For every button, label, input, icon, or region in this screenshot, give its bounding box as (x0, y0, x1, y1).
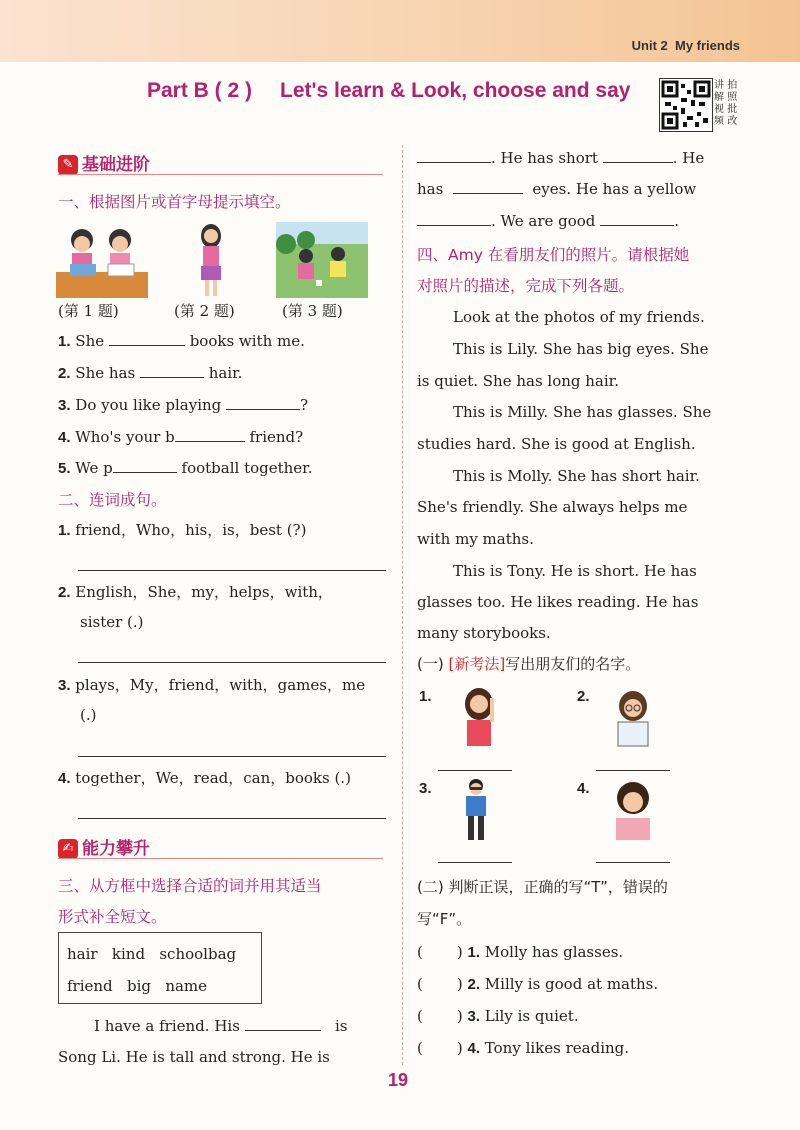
name-answer-line[interactable] (596, 862, 670, 863)
photo-num-4: 4. (577, 780, 590, 797)
word-box-row-2: friend big name (67, 977, 208, 995)
tf-item-4: ( ) 4. Tony likes reading. (417, 1039, 630, 1057)
sub2-instruction-2: 写“F”。 (417, 910, 472, 928)
reading-line-7: She's friendly. She always helps me (417, 498, 688, 516)
reading-line-3: is quiet. She has long hair. (417, 372, 619, 390)
q2-item-3: 3. plays，My，friend，with，games，me (58, 676, 366, 694)
q1-item-3: 3. Do you like playing ? (58, 396, 309, 414)
blank-field[interactable] (417, 211, 491, 226)
passage-line-4: has eyes. He has a yellow (417, 180, 697, 198)
tf-item-1: ( ) 1. Molly has glasses. (417, 943, 624, 961)
blank-field[interactable] (603, 148, 673, 163)
blank-field[interactable] (600, 211, 674, 226)
answer-line[interactable] (78, 818, 386, 819)
photo-num-1: 1. (419, 688, 432, 705)
caption-1: (第 1 题) (58, 302, 119, 320)
q1-item-2: 2. She has hair. (58, 364, 243, 382)
passage-line-3: . He has short . He (417, 148, 704, 168)
q2-item-1: 1. friend，Who，his，is，best (?) (58, 521, 307, 539)
blank-field[interactable] (109, 331, 185, 346)
reading-line-8: with my maths. (417, 530, 534, 548)
unit-header (632, 38, 740, 53)
tf-item-3: ( ) 3. Lily is quiet. (417, 1007, 579, 1025)
q2-item-4: 4. together，We，read，can，books (.) (58, 769, 351, 787)
q1-instruction: 一、根据图片或首字母提示填空。 (58, 193, 291, 211)
picture-girls-reading (56, 222, 148, 298)
q2-item-2: 2. English，She，my，helps，with， (58, 583, 333, 601)
name-answer-line[interactable] (438, 862, 512, 863)
page-number: 19 (388, 1070, 409, 1090)
blank-field[interactable] (113, 458, 177, 473)
q2-instruction: 二、连词成句。 (58, 491, 167, 509)
answer-line[interactable] (78, 756, 386, 757)
blank-field[interactable] (245, 1016, 321, 1031)
q1-item-4: 4. Who's your b friend? (58, 428, 304, 446)
picture-friend-boy-glasses (459, 778, 493, 844)
reading-line-2: This is Lily. She has big eyes. She (453, 340, 709, 358)
blank-field[interactable] (417, 148, 491, 163)
picture-friend-long-hair (452, 688, 506, 750)
blank-field[interactable] (140, 363, 204, 378)
q4-instruction-2: 对照片的描述，完成下列各题。 (417, 277, 635, 295)
q2-item-3-cont: (.) (80, 706, 97, 724)
sub2-instruction-1: (二) 判断正误，正确的写“T”，错误的 (417, 878, 668, 896)
q3-instruction-2: 形式补全短文。 (58, 908, 167, 926)
name-answer-line[interactable] (438, 770, 512, 771)
section-heading-advanced: ✍ 能力攀升 (58, 834, 150, 859)
column-divider (402, 145, 403, 1065)
sub1-heading: (一) [新考法]写出朋友们的名字。 (417, 655, 641, 673)
section-underline (58, 858, 383, 859)
qr-code-icon[interactable] (659, 78, 713, 132)
reading-line-4: This is Milly. She has glasses. She (453, 403, 712, 421)
part-label: Part B ( 2 ) (147, 79, 253, 102)
reading-line-11: many storybooks. (417, 624, 551, 642)
q1-item-1: 1. She books with me. (58, 332, 305, 350)
picture-girl-long-hair (194, 222, 228, 298)
unit-title: My friends (674, 38, 740, 53)
passage-line-5: . We are good . (417, 211, 679, 231)
photo-num-3: 3. (419, 780, 432, 797)
reading-line-5: studies hard. She is good at English. (417, 435, 696, 453)
passage-line-2: Song Li. He is tall and strong. He is (58, 1048, 330, 1066)
name-answer-line[interactable] (596, 770, 670, 771)
reading-line-10: glasses too. He likes reading. He has (417, 593, 699, 611)
answer-line[interactable] (78, 570, 386, 571)
unit-label: Unit 2 (631, 38, 668, 53)
q2-item-2-cont: sister (.) (80, 613, 144, 631)
reading-line-9: This is Tony. He is short. He has (453, 562, 697, 580)
lesson-title (147, 79, 630, 103)
section-underline (58, 174, 383, 175)
blank-field[interactable] (453, 179, 523, 194)
caption-2: (第 2 题) (174, 302, 235, 320)
picture-kids-playing (276, 222, 368, 298)
q1-item-5: 5. We p football together. (58, 459, 313, 477)
picture-friend-short-hair (606, 780, 660, 842)
caption-3: (第 3 题) (282, 302, 343, 320)
new-test-tag: [新考法] (448, 655, 506, 673)
reading-line-1: Look at the photos of my friends. (453, 308, 705, 326)
pen-icon: ✍ (58, 839, 78, 859)
section-heading-basic: ✎ 基础进阶 (58, 150, 150, 175)
q4-instruction-1: 四、Amy 在看朋友们的照片。请根据她 (417, 246, 690, 264)
word-box-row-1: hair kind schoolbag (67, 945, 237, 963)
tf-item-2: ( ) 2. Milly is good at maths. (417, 975, 659, 993)
q3-instruction-1: 三、从方框中选择合适的词并用其适当 (58, 877, 322, 895)
pencil-icon: ✎ (58, 155, 78, 175)
picture-friend-glasses-girl (608, 690, 658, 748)
photo-num-2: 2. (577, 688, 590, 705)
blank-field[interactable] (226, 395, 300, 410)
reading-line-6: This is Molly. She has short hair. (453, 467, 700, 485)
lesson-name: Let's learn & Look, choose and say (280, 79, 631, 102)
qr-caption: 讲 拍 解 照 视 批 频 改 (714, 80, 738, 127)
answer-line[interactable] (78, 662, 386, 663)
blank-field[interactable] (175, 427, 245, 442)
passage-line-1: I have a friend. His is (94, 1017, 348, 1035)
